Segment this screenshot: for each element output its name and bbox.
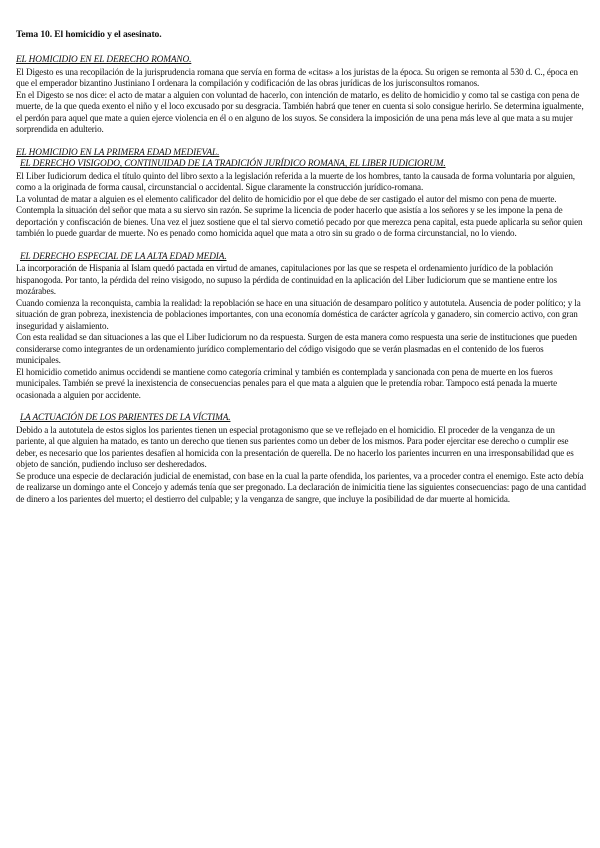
paragraph: El Liber Iudiciorum dedica el título quinto del libro sexto a la legislación referida a la muerte de los hombres, tanto la causada de forma voluntaria por alguien, como a la originada de forma causal, circunstancial o accidental. Sigue claramente la construcción jurídico-romana. — [16, 170, 575, 192]
paragraph: La voluntad de matar a alguien es el elemento calificador del delito de homicidio por el que debe de ser castigado el autor del mismo con pena de muerte. Contempla la situación del señor que mata a su siervo sin razón. Se suprime la licencia de poder hacerlo que asistía a los señores y se les impone la pena de deportación y confiscación de bienes. Una vez el juez sostiene que el tal siervo cometió pecado por que merezca pena capital, esta puede aplicarla su señor quien también lo puede guardar de muerte. No es penado como homicida aquel que mata a otro sin su grado o de forma circunstancial, no lo viendo. — [16, 193, 583, 238]
paragraph: El homicidio cometido animus occidendi se mantiene como categoría criminal y también es contemplada y sancionada con pena de muerte en los fueros municipales. También se prevé la inexistencia de consecuencias penales para el que mata a alguien que le pretendía robar. Tampoco está penada la muerte ocasionada a alguien por accidente. — [16, 366, 558, 400]
section-special-law — [16, 252, 586, 402]
section-heading: LA ACTUACIÓN DE LOS PARIENTES DE LA VÍCTIMA. — [20, 413, 231, 423]
paragraph: El Digesto es una recopilación de la jurisprudencia romana que servía en forma de «citas» a los juristas de la época. Su origen se remonta al 530 d. C., época en que el emperador bizantino Justiniano I ordenara la compilación y codificación de las obras jurídicas de los jurisconsultos romanos. — [16, 66, 578, 88]
paragraph: Con esta realidad se dan situaciones a las que el Liber Iudiciorum no da respuesta. Surgen de esta manera como respuesta una serie de instituciones que pueden considerarse como integrantes de un ordenamiento jurídico complementario del código visigodo que se verán plasmadas en el contenido de los fueros municipales. — [16, 332, 577, 365]
paragraph: En el Digesto se nos dice: el acto de matar a alguien con voluntad de hacerlo, con intención de matarlo, es delito de homicidio y como tal se castiga con pena de muerte, de la que queda exento el niño y el loco excusado por su desgracia. También habrá que tener en cuenta si solo consigue herirlo. Se determina igualmente, el perdón para aquel que mate a quien ejerce violencia en él o en alguno de los suyos. Se considera la imposición de una pena más leve al que mata a su mujer sorprendida en adulterio. — [16, 89, 584, 134]
paragraph: Debido a la autotutela de estos siglos los parientes tienen un especial protagonismo que se ve reflejado en el homicidio. El proceder de la venganza de un pariente, al que alguien ha matado, es tanto un derecho que tienen sus parientes como un deber de los mismos. Para poder ejercitar ese derecho o cumplir ese deber, es necesario que los parientes desafíen al homicida con la presentación de querella. De no hacerlo los parientes incurren en una irresponsabilidad que es objeto de sanción, pudiendo incluso ser desheredados. — [16, 424, 574, 469]
section-victim-relatives — [16, 413, 586, 505]
document-title: Tema 10. El homicidio y el asesinato. — [16, 29, 162, 40]
section-roman-law — [16, 55, 586, 136]
paragraph: La incorporación de Hispania al Islam quedó pactada en virtud de amanes, capitulaciones por las que se respeta el ordenamiento jurídico de la población hispanogoda. Por tanto, la pérdida del reino visigodo, no supuso la pérdida de continuidad en la aplicación del Liber Iudiciorum que se mantiene entre los mozárabes. — [16, 263, 557, 296]
section-heading: EL DERECHO ESPECIAL DE LA ALTA EDAD MEDIA. — [20, 251, 227, 262]
paragraph: Cuando comienza la reconquista, cambia la realidad: la repoblación se hace en una situación de desamparo político y autotutela. Ausencia de poder político; y la situación de gran pobreza, inexistencia de poblaciones importantes, con una economía doméstica de carácter agrícola y ganadero, sin comercio activo, con gran inseguridad y aislamiento. — [16, 297, 581, 331]
section-heading: EL HOMICIDIO EN EL DERECHO ROMANO. — [16, 55, 192, 65]
document-body — [16, 55, 586, 505]
paragraph: Se produce una especie de declaración judicial de enemistad, con base en la cual la parte ofendida, los parientes, va a proceder contra el enemigo. Este acto debía de realizarse un domingo ante el Concejo y además tenía que ser pregonado. La declaración de inimicitia tiene las siguientes consecuencias: pago de una cantidad de dinero a los parientes del muerto; el destierro del culpable; y la venganza de sangre, que incluye la posibilidad de dar muerte al homicida. — [16, 470, 586, 504]
section-subheading: EL DERECHO VISIGODO, CONTINUIDAD DE LA TRADICIÓN JURÍDICO ROMANA, EL LIBER IUDICIORUM. — [20, 159, 446, 169]
section-early-medieval — [16, 148, 586, 240]
section-heading: EL HOMICIDIO EN LA PRIMERA EDAD MEDIEVAL. — [16, 147, 220, 158]
